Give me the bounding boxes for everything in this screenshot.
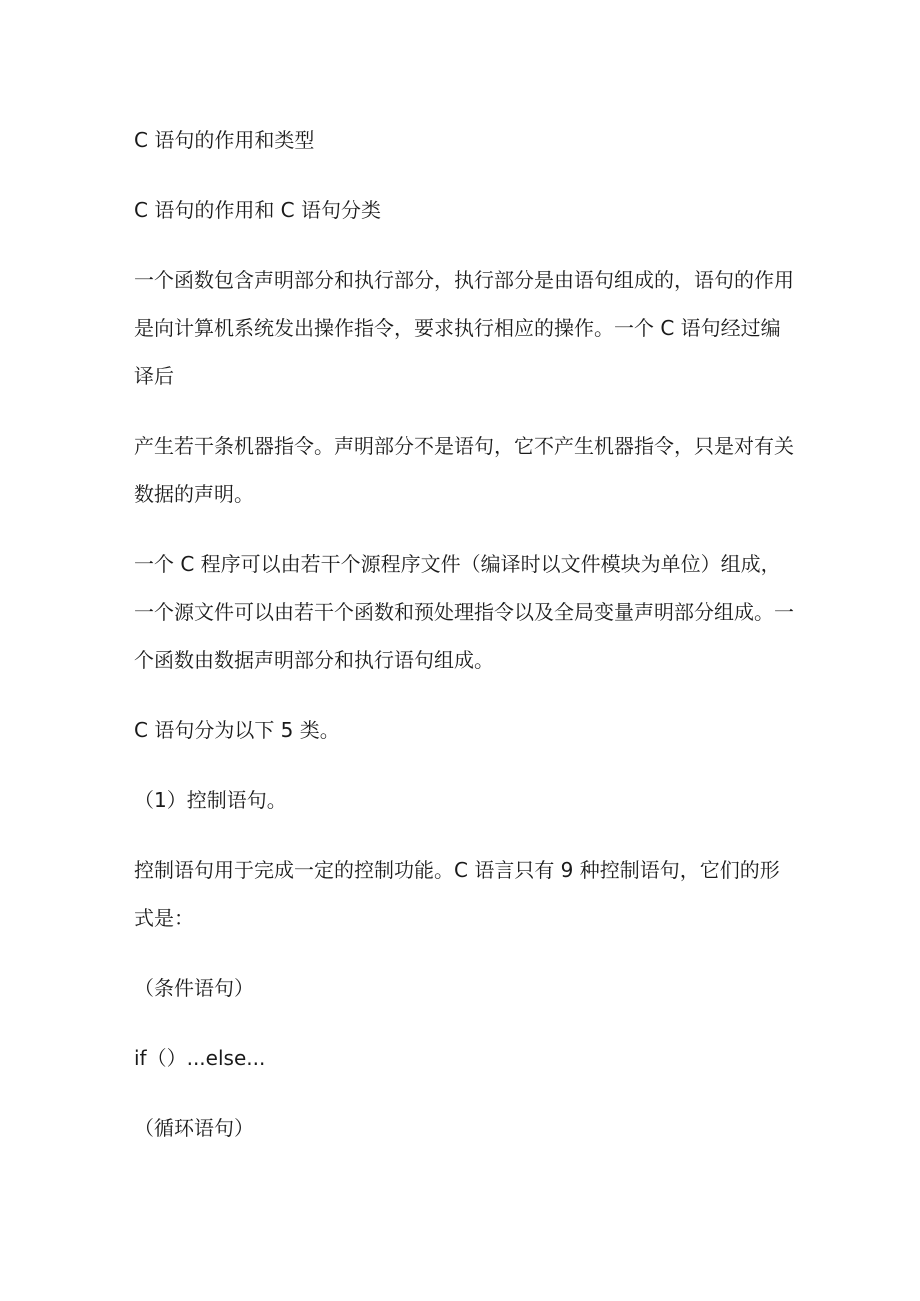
paragraph-machine-instructions [134,422,794,518]
text-line: 控制语句用于完成一定的控制功能。C 语言只有 9 种控制语句，它们的形 [134,858,780,882]
text-line: 数据的声明。 [134,482,254,506]
text-line: C 语句的作用和 C 语句分类 [134,198,382,222]
paragraph-function-parts [134,256,794,400]
subheading-c-statement-classification [134,186,794,234]
text-line: if（）...else... [134,1046,266,1070]
document-body [134,116,794,1174]
text-line: C 语句的作用和类型 [134,128,315,152]
text-line: C 语句分为以下 5 类。 [134,718,340,742]
text-line: 一个 C 程序可以由若干个源程序文件（编译时以文件模块为单位）组成， [134,552,781,576]
text-line: （条件语句） [134,976,254,1000]
heading-c-statement-types [134,116,794,164]
paragraph-five-categories [134,706,794,754]
code-if-else [134,1034,794,1082]
text-line: （循环语句） [134,1116,254,1140]
text-line: 一个源文件可以由若干个函数和预处理指令以及全局变量声明部分组成。一 [134,600,794,624]
list-item-control-statements [134,776,794,824]
text-line: （1）控制语句。 [134,788,287,812]
text-line: 式是： [134,906,194,930]
paragraph-program-structure [134,540,794,684]
text-line: 是向计算机系统发出操作指令，要求执行相应的操作。一个 C 语句经过编 [134,316,781,340]
paragraph-control-statements [134,846,794,942]
label-conditional-statement [134,964,794,1012]
text-line: 产生若干条机器指令。声明部分不是语句，它不产生机器指令，只是对有关 [134,434,794,458]
label-loop-statement [134,1104,794,1152]
text-line: 一个函数包含声明部分和执行部分，执行部分是由语句组成的，语句的作用 [134,268,794,292]
text-line: 个函数由数据声明部分和执行语句组成。 [134,648,494,672]
text-line: 译后 [134,364,174,388]
